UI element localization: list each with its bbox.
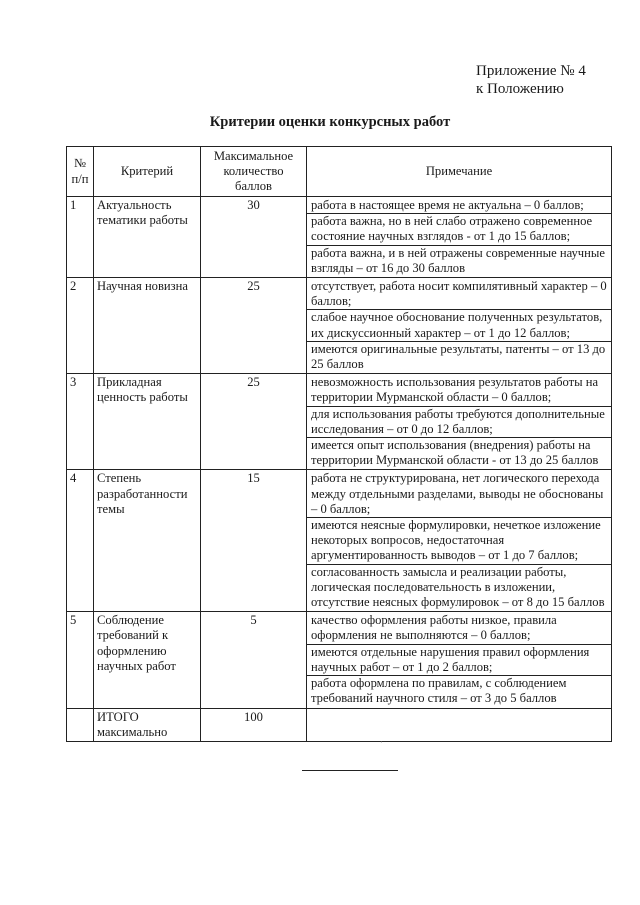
- note-line: работа в настоящее время не актуальна – 0 баллов;: [307, 198, 612, 214]
- note-line: работа важна, но в ней слабо отражено современное состояние научных взглядов - от 1 до 15 баллов;: [307, 214, 612, 245]
- header-criterion: Критерий: [94, 147, 201, 197]
- total-row: [67, 708, 612, 741]
- header-note: Примечание: [307, 147, 612, 197]
- row-notes: [307, 470, 612, 612]
- table-header-row: [67, 147, 612, 197]
- table-row: [67, 197, 612, 278]
- row-score: 5: [201, 612, 307, 708]
- note-line: имеются неясные формулировки, нечеткое изложение некоторых вопросов, недостаточная аргументированность выводов – от 1 до 7 баллов;: [307, 518, 612, 565]
- row-score: 25: [201, 278, 307, 374]
- note-line: работа не структурирована, нет логического перехода между отдельными разделами, выводы не обоснованы – 0 баллов;: [307, 471, 612, 518]
- appendix-number: Приложение № 4: [476, 63, 586, 79]
- row-criterion: Соблюдение требований к оформлению научных работ: [94, 612, 201, 708]
- table-row: [67, 278, 612, 374]
- footer-divider: [302, 770, 398, 771]
- note-line: работа оформлена по правилам, с соблюдением требований научного стиля – от 3 до 5 баллов: [311, 676, 567, 706]
- criteria-table: [66, 146, 612, 742]
- note-line: качество оформления работы низкое, правила оформления не выполняются – 0 баллов;: [307, 613, 612, 644]
- row-num: 1: [67, 197, 94, 278]
- scan-dot: ·: [380, 738, 383, 747]
- note-line: слабое научное обоснование полученных результатов, их дискуссионный характер – от 1 до 12 баллов;: [307, 310, 612, 341]
- row-num: 5: [67, 612, 94, 708]
- total-note: [307, 708, 612, 741]
- note-line: имеется опыт использования (внедрения) работы на территории Мурманской области - от 13 до 25 баллов: [311, 438, 599, 468]
- row-num: 3: [67, 374, 94, 470]
- appendix-heading: [476, 62, 586, 98]
- appendix-reference: к Положению: [476, 81, 564, 97]
- row-num: 4: [67, 470, 94, 612]
- total-num: [67, 708, 94, 741]
- row-notes: [307, 197, 612, 278]
- header-num: № п/п: [67, 147, 94, 197]
- row-notes: [307, 278, 612, 374]
- table-row: [67, 374, 612, 470]
- row-criterion: Актуальность тематики работы: [94, 197, 201, 278]
- row-criterion: Научная новизна: [94, 278, 201, 374]
- total-label: ИТОГО максимально: [94, 708, 201, 741]
- note-line: работа важна, и в ней отражены современные научные взгляды – от 16 до 30 баллов: [311, 245, 605, 275]
- note-line: имеются отдельные нарушения правил оформления научных работ – от 1 до 2 баллов;: [307, 645, 612, 676]
- row-score: 30: [201, 197, 307, 278]
- row-criterion: Прикладная ценность работы: [94, 374, 201, 470]
- table-row: [67, 612, 612, 708]
- row-num: 2: [67, 278, 94, 374]
- row-score: 25: [201, 374, 307, 470]
- note-line: согласованность замысла и реализации работы, логическая последовательность в изложении, отсутствие неясных формулировок – от 8 до 15 баллов: [311, 564, 605, 610]
- header-max-score: Максимальное количество баллов: [201, 147, 307, 197]
- row-score: 15: [201, 470, 307, 612]
- note-line: имеются оригинальные результаты, патенты – от 13 до 25 баллов: [311, 341, 606, 372]
- row-notes: [307, 374, 612, 470]
- note-line: отсутствует, работа носит компилятивный характер – 0 баллов;: [307, 279, 612, 310]
- table-row: [67, 470, 612, 612]
- total-score: 100: [201, 708, 307, 741]
- note-line: для использования работы требуются дополнительные исследования – от 0 до 12 баллов;: [307, 407, 612, 438]
- document-title: Критерии оценки конкурсных работ: [209, 114, 451, 130]
- row-criterion: Степень разработанности темы: [94, 470, 201, 612]
- note-line: невозможность использования результатов работы на территории Мурманской области – 0 баллов;: [307, 375, 612, 406]
- row-notes: [307, 612, 612, 708]
